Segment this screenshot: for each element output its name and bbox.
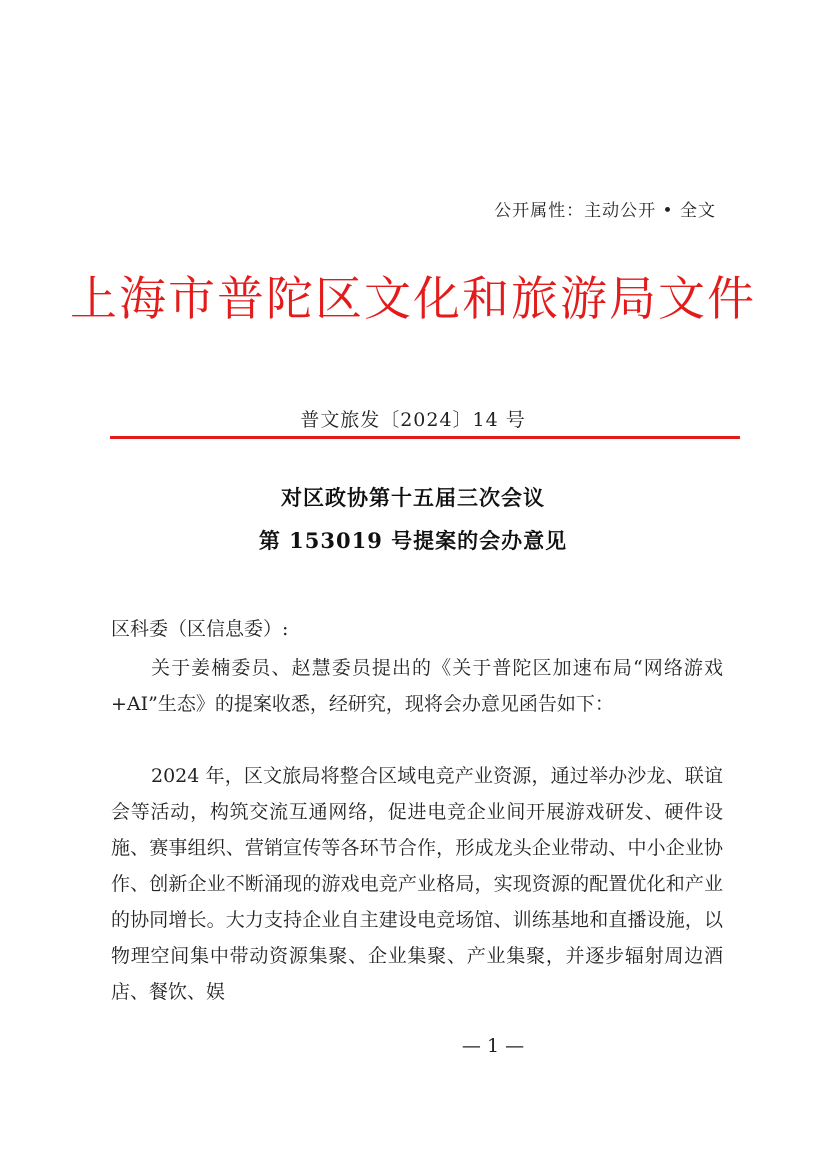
disclosure-attribute: 公开属性：主动公开 • 全文 xyxy=(494,201,716,221)
body-paragraph-1: 关于姜楠委员、赵慧委员提出的《关于普陀区加速布局“网络游戏+AI”生态》的提案收悉，经研究，现将会办意见函告如下： xyxy=(111,657,723,715)
document-number: 普文旅发〔2024〕14 号 xyxy=(300,409,526,431)
body-paragraph-2: 2024 年，区文旅局将整合区域电竞产业资源，通过举办沙龙、联谊会等活动，构筑交流互通网络，促进电竞企业间开展游戏研发、硬件设施、赛事组织、营销宣传等各环节合作，形成龙头企业带动、中小企业协作、创新企业不断涌现的游戏电竞产业格局，实现资源的配置优化和产业的协同增长。大力支持企业自主建设电竞场馆、训练基地和直播设施，以物理空间集中带动资源集聚、企业集聚、产业集聚，并逐步辐射周边酒店、餐饮、娱 xyxy=(111,765,723,1003)
page-number: — 1 — xyxy=(461,1035,525,1057)
red-divider-line xyxy=(110,436,740,439)
subject-title-line-2: 第 153019 号提案的会办意见 xyxy=(258,528,568,553)
issuing-org-title: 上海市普陀区文化和旅游局文件 xyxy=(70,272,756,327)
subject-title-line-1: 对区政协第十五届三次会议 xyxy=(281,485,545,510)
salutation: 区科委（区信息委）: xyxy=(111,618,289,640)
